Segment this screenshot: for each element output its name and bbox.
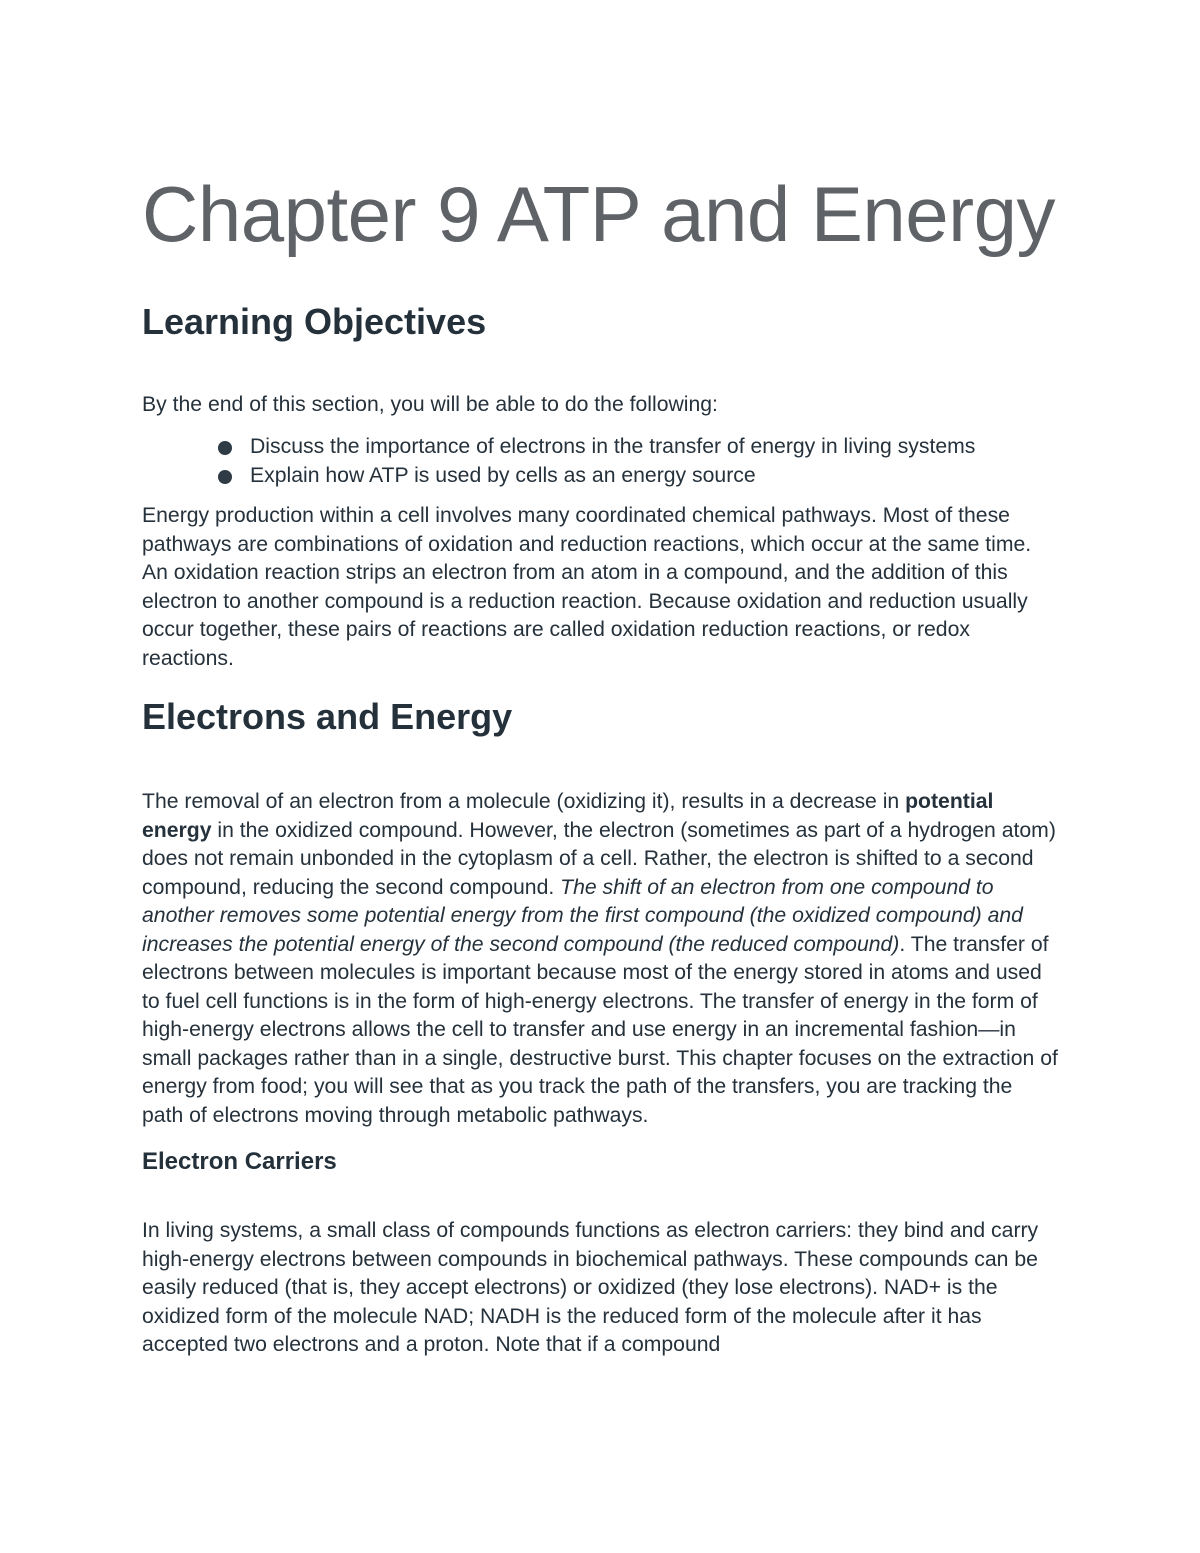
electron-carriers-heading: Electron Carriers [142, 1148, 337, 1176]
paragraph-text: in the oxidized compound. However, the electron (sometimes as part of a hydrogen atom) does not remain unbonded in the cytoplasm of a cell. Rather, the electron is shifted to a second compound, reducing the second compound. [142, 818, 1056, 899]
list-item [218, 433, 1058, 462]
bullet-icon [218, 441, 232, 455]
learning-objectives-heading: Learning Objectives [142, 300, 487, 342]
objectives-intro: By the end of this section, you will be able to do the following: [142, 392, 718, 416]
objective-text: Discuss the importance of electrons in the transfer of energy in living systems [250, 435, 976, 459]
page-title: Chapter 9 ATP and Energy [142, 170, 1056, 258]
objectives-list [142, 433, 1058, 490]
electrons-energy-paragraph [142, 788, 1058, 1130]
list-item [218, 462, 1058, 491]
electron-carriers-paragraph: In living systems, a small class of compounds functions as electron carriers: they bind and carry high-energy electrons between compounds in biochemical pathways. These compounds can be easily reduced (that is, they accept electrons) or oxidized (they lose electrons). NAD+ is the oxidized form of the molecule NAD; NADH is the reduced form of the molecule after it has accepted two electrons and a proton. Note that if a compound [142, 1219, 1039, 1357]
italic-emphasis: The shift of an electron from one compound to another removes some potential energy from the first compound (the oxidized compound) and increases the potential energy of the second compound (the reduced compound) [142, 875, 1023, 956]
paragraph-text: The removal of an electron from a molecule (oxidizing it), results in a decrease in [142, 790, 906, 814]
electrons-and-energy-heading: Electrons and Energy [142, 696, 513, 738]
redox-paragraph: Energy production within a cell involves many coordinated chemical pathways. Most of these pathways are combinations of oxidation and reduction reactions, which occur at the same time. An oxidation reaction strips an electron from an atom in a compound, and the addition of this electron to another compound is a reduction reaction. Because oxidation and reduction usually occur together, these pairs of reactions are called oxidation reduction reactions, or redox reactions. [142, 504, 1032, 670]
paragraph-text: . The transfer of electrons between molecules is important because most of the energy stored in atoms and used to fuel cell functions is in the form of high-energy electrons. The transfer of energy in the form of high-energy electrons allows the cell to transfer and use energy in an incremental fashion—in small packages rather than in a single, destructive burst. This chapter focuses on the extraction of energy from food; you will see that as you track the path of the transfers, you are tracking the path of electrons moving through metabolic pathways. [142, 932, 1058, 1127]
bullet-icon [218, 470, 232, 484]
objective-text: Explain how ATP is used by cells as an energy source [250, 463, 756, 487]
bold-term: potential energy [142, 790, 994, 842]
